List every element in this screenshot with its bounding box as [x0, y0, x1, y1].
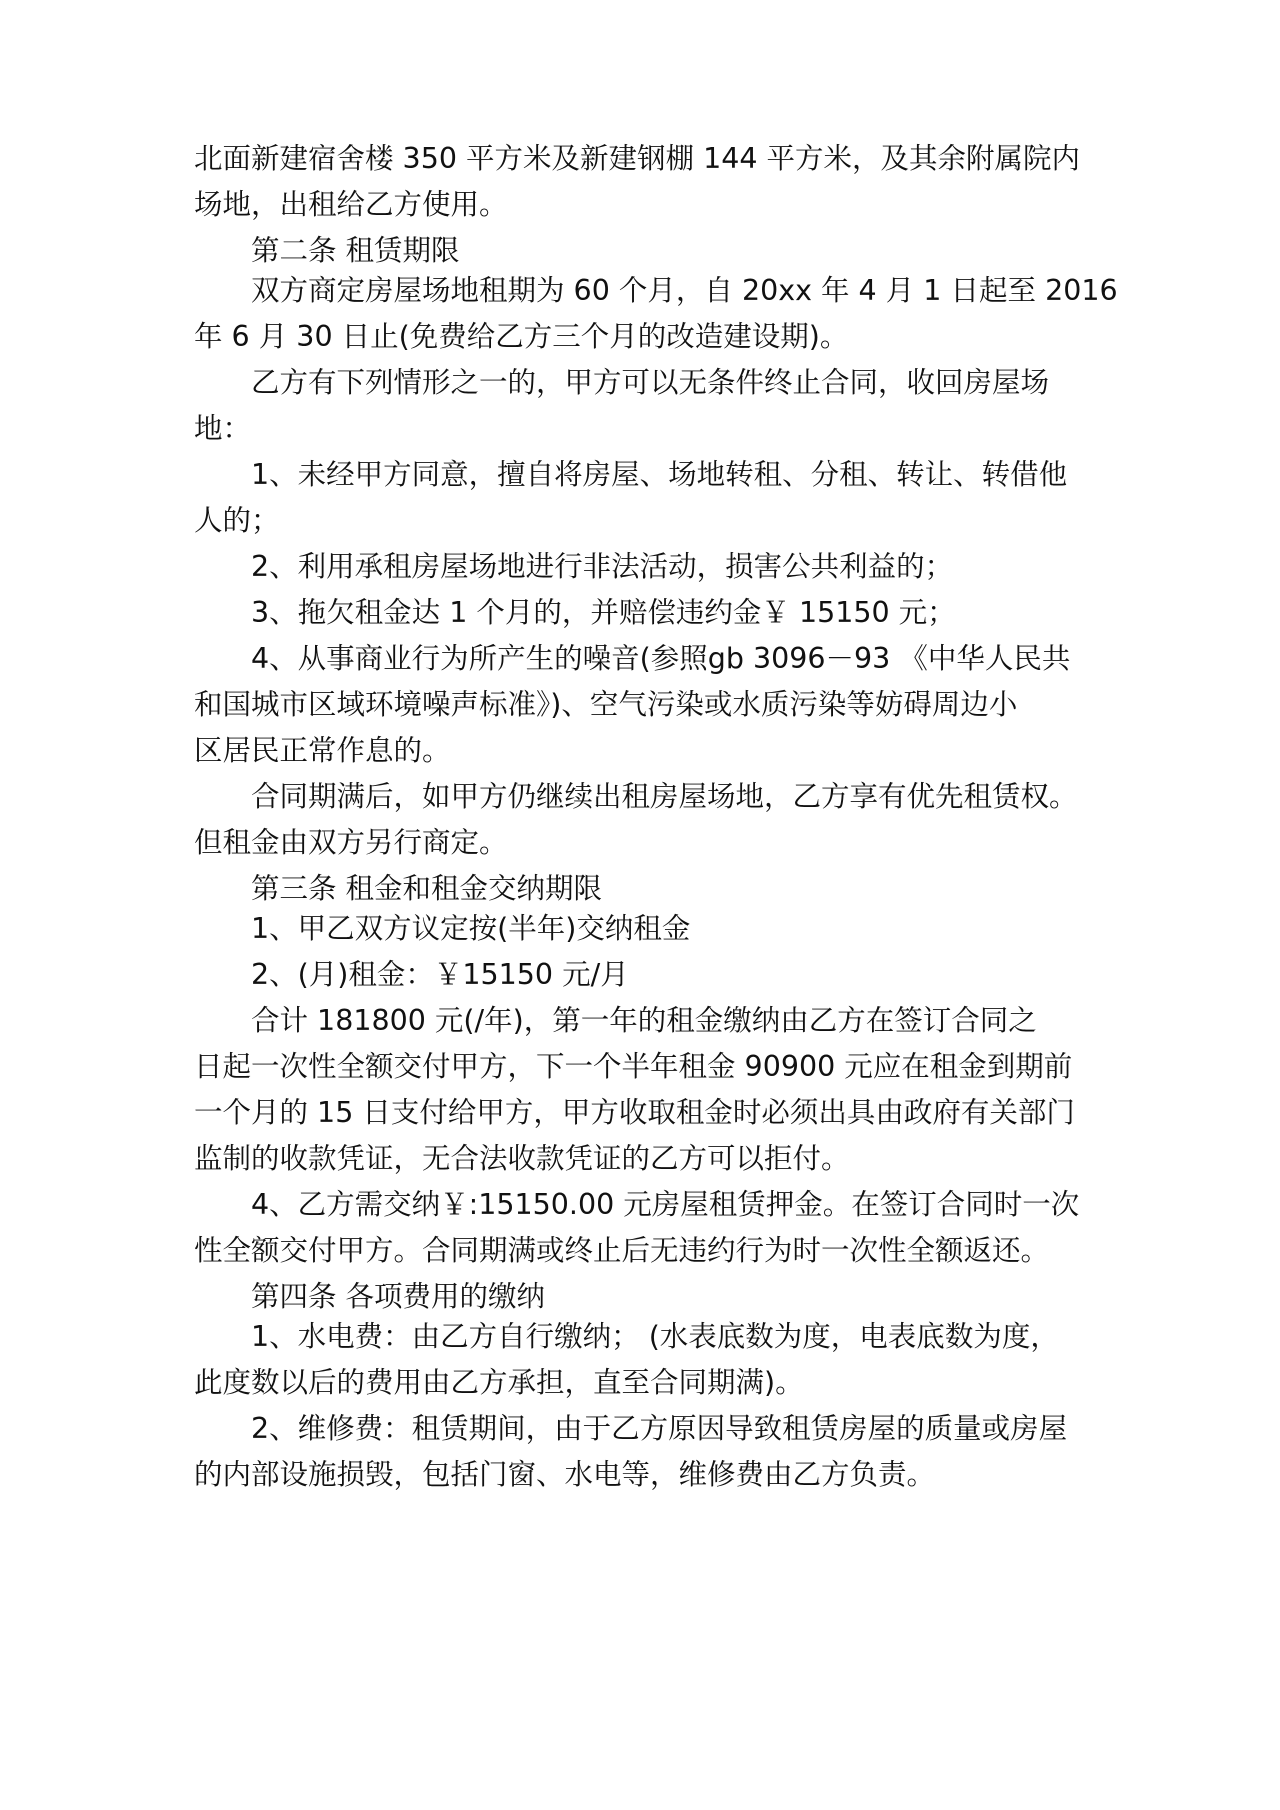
paragraph-line: 1、甲乙双方议定按(半年)交纳租金 — [251, 912, 691, 945]
paragraph-line: 合同期满后，如甲方仍继续出租房屋场地，乙方享有优先租赁权。 — [251, 780, 1078, 813]
paragraph-line: 年 6 月 30 日止(免费给乙方三个月的改造建设期)。 — [194, 320, 849, 353]
paragraph-line: 但租金由双方另行商定。 — [194, 826, 508, 859]
paragraph-line: 乙方有下列情形之一的，甲方可以无条件终止合同，收回房屋场 — [251, 366, 1050, 399]
paragraph-line: 2、(月)租金：￥15150 元/月 — [251, 958, 629, 991]
paragraph-line: 区居民正常作息的。 — [194, 734, 451, 767]
paragraph-line: 4、乙方需交纳￥:15150.00 元房屋租赁押金。在签订合同时一次 — [251, 1188, 1080, 1221]
paragraph-line: 4、从事商业行为所产生的噪音(参照gb 3096－93 《中华人民共 — [251, 642, 1071, 675]
paragraph-line: 人的； — [194, 504, 280, 537]
paragraph-line: 1、未经甲方同意，擅自将房屋、场地转租、分租、转让、转借他 — [251, 458, 1068, 491]
paragraph-line: 监制的收款凭证，无合法收款凭证的乙方可以拒付。 — [194, 1142, 850, 1175]
paragraph-line: 的内部设施损毁，包括门窗、水电等，维修费由乙方负责。 — [194, 1458, 936, 1491]
section-heading: 第四条 各项费用的缴纳 — [251, 1280, 546, 1313]
paragraph-line: 1、水电费：由乙方自行缴纳； (水表底数为度，电表底数为度， — [251, 1320, 1059, 1353]
section-heading: 第二条 租赁期限 — [251, 234, 460, 267]
paragraph-line: 日起一次性全额交付甲方，下一个半年租金 90900 元应在租金到期前 — [194, 1050, 1073, 1083]
paragraph-line: 3、拖欠租金达 1 个月的，并赔偿违约金￥ 15150 元； — [251, 596, 956, 629]
paragraph-line: 性全额交付甲方。合同期满或终止后无违约行为时一次性全额返还。 — [194, 1234, 1050, 1267]
paragraph-line: 双方商定房屋场地租期为 60 个月，自 20xx 年 4 月 1 日起至 2016 — [251, 274, 1118, 307]
paragraph-line: 合计 181800 元(/年)，第一年的租金缴纳由乙方在签订合同之 — [251, 1004, 1037, 1037]
section-heading: 第三条 租金和租金交纳期限 — [251, 872, 603, 905]
paragraph-line: 和国城市区域环境噪声标准》)、空气污染或水质污染等妨碍周边小 — [194, 688, 1018, 721]
paragraph-line: 2、利用承租房屋场地进行非法活动，损害公共利益的； — [251, 550, 954, 583]
paragraph-line: 北面新建宿舍楼 350 平方米及新建钢棚 144 平方米，及其余附属院内 — [194, 142, 1081, 175]
document-page — [194, 136, 1118, 1498]
paragraph-line: 2、维修费：租赁期间，由于乙方原因导致租赁房屋的质量或房屋 — [251, 1412, 1068, 1445]
paragraph-line: 场地，出租给乙方使用。 — [194, 188, 508, 221]
paragraph-line: 一个月的 15 日支付给甲方，甲方收取租金时必须出具由政府有关部门 — [194, 1096, 1075, 1129]
paragraph-line: 此度数以后的费用由乙方承担，直至合同期满)。 — [194, 1366, 804, 1399]
paragraph-line: 地： — [194, 412, 252, 445]
